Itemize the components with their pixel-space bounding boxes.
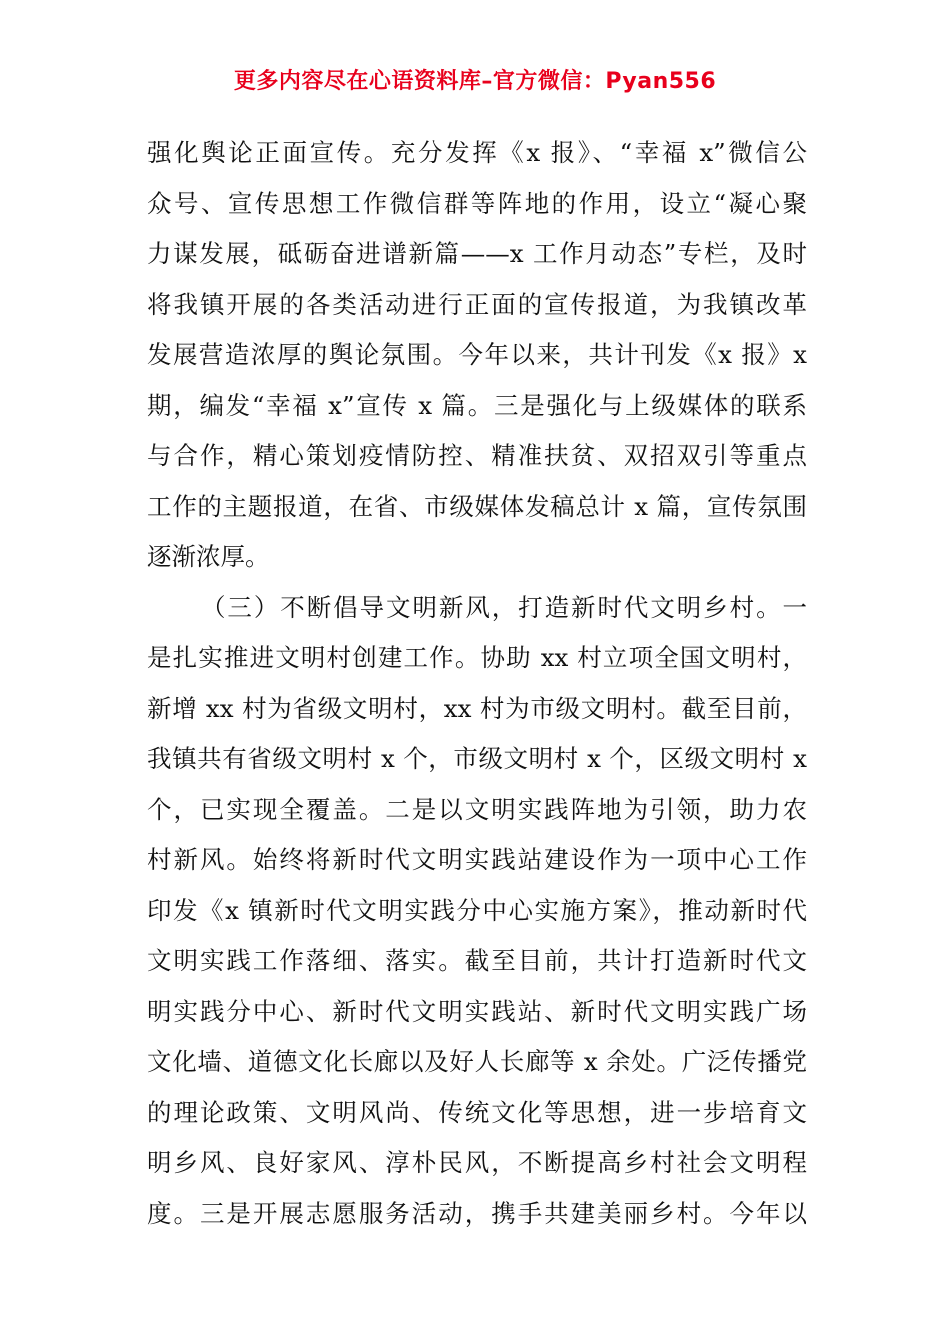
text-line: 与合作，精心策划疫情防控、精准扶贫、双招双引等重点: [147, 441, 807, 470]
text-line: 是扎实推进文明村创建工作。协助 xx 村立项全国文明村，: [147, 643, 807, 672]
section-heading-line: （三）不断倡导文明新风，打造新时代文明乡村。一: [201, 592, 807, 622]
banner-wechat-text: 官方微信：Pyan556: [492, 69, 717, 94]
text-line: 印发《x 镇新时代文明实践分中心实施方案》，推动新时代: [147, 895, 807, 925]
text-line: 工作的主题报道，在省、市级媒体发稿总计 x 篇，宣传氛围: [147, 491, 807, 521]
text-line: 的理论政策、文明风尚、传统文化等思想，进一步培育文: [147, 1097, 807, 1127]
text-line: 明实践分中心、新时代文明实践站、新时代文明实践广场: [147, 996, 807, 1026]
text-line-paragraph-end: 逐渐浓厚。: [147, 542, 270, 571]
banner-source-text: 更多内容尽在心语资料库: [233, 69, 482, 94]
text-line: 村新风。始终将新时代文明实践站建设作为一项中心工作: [147, 845, 807, 874]
text-line: 新增 xx 村为省级文明村，xx 村为市级文明村。截至目前，: [147, 693, 807, 723]
promo-banner: [0, 64, 950, 95]
text-line: 文明实践工作落细、落实。截至目前，共计打造新时代文: [147, 946, 807, 975]
text-line: 众号、宣传思想工作微信群等阵地的作用，设立“凝心聚: [147, 188, 807, 218]
text-line: 文化墙、道德文化长廊以及好人长廊等 x 余处。广泛传播党: [147, 1047, 807, 1076]
text-line: 期，编发“幸福 x”宣传 x 篇。三是强化与上级媒体的联系: [147, 390, 807, 420]
text-line: 将我镇开展的各类活动进行正面的宣传报道，为我镇改革: [147, 289, 807, 319]
text-line: 发展营造浓厚的舆论氛围。今年以来，共计刊发《x 报》x: [147, 340, 807, 369]
text-line: 力谋发展，砥砺奋进谱新篇——x 工作月动态”专栏，及时: [147, 239, 807, 268]
text-line: 度。三是开展志愿服务活动，携手共建美丽乡村。今年以: [147, 1198, 807, 1228]
banner-separator: –: [481, 69, 493, 94]
text-line: 我镇共有省级文明村 x 个，市级文明村 x 个，区级文明村 x: [147, 744, 807, 773]
text-line: 明乡风、良好家风、淳朴民风，不断提高乡村社会文明程: [147, 1148, 807, 1177]
text-line: 个，已实现全覆盖。二是以文明实践阵地为引领，助力农: [147, 794, 807, 824]
document-body: [147, 128, 807, 1239]
text-line: 强化舆论正面宣传。充分发挥《x 报》、“幸福 x”微信公: [147, 138, 807, 167]
